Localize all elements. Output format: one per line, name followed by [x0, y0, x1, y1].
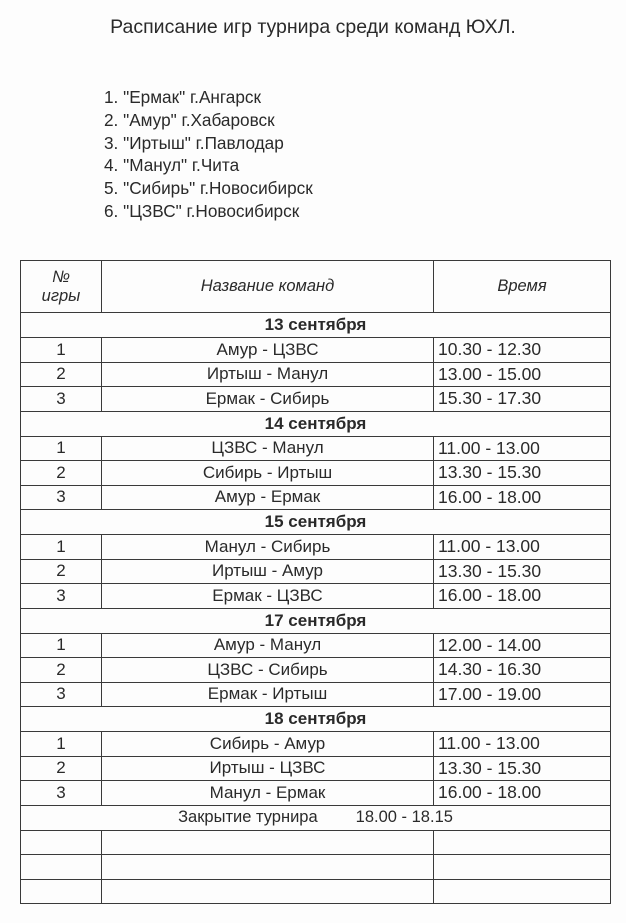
page-title: Расписание игр турнира среди команд ЮХЛ. [110, 16, 516, 38]
game-number: 3 [21, 682, 102, 707]
date-label: 14 сентября [21, 411, 611, 436]
team-item: 5. "Сибирь" г.Новосибирск [104, 178, 313, 199]
game-row [21, 682, 611, 707]
empty-cell [21, 855, 102, 880]
game-time: 13.30 - 15.30 [434, 559, 611, 584]
date-label: 13 сентября [21, 313, 611, 338]
header-num-symbol: № [52, 267, 70, 286]
game-row [21, 633, 611, 658]
game-row [21, 732, 611, 757]
date-row [21, 510, 611, 535]
empty-cell [102, 879, 434, 904]
game-match: Амур - Ермак [102, 485, 434, 510]
game-number: 3 [21, 485, 102, 510]
empty-cell [102, 855, 434, 880]
closing-row [21, 805, 611, 830]
team-list [104, 86, 313, 223]
game-match: Манул - Ермак [102, 781, 434, 806]
game-number: 3 [21, 781, 102, 806]
game-number: 1 [21, 535, 102, 560]
game-number: 3 [21, 387, 102, 412]
game-time: 16.00 - 18.00 [434, 781, 611, 806]
game-time: 17.00 - 19.00 [434, 682, 611, 707]
game-time: 10.30 - 12.30 [434, 338, 611, 363]
game-time: 14.30 - 16.30 [434, 658, 611, 683]
game-number: 2 [21, 461, 102, 486]
game-time: 11.00 - 13.00 [434, 732, 611, 757]
game-number: 2 [21, 559, 102, 584]
game-match: Ермак - Иртыш [102, 682, 434, 707]
date-label: 15 сентября [21, 510, 611, 535]
schedule-table [20, 260, 611, 904]
game-number: 1 [21, 633, 102, 658]
game-match: Ермак - ЦЗВС [102, 584, 434, 609]
game-number: 1 [21, 732, 102, 757]
game-time: 13.00 - 15.00 [434, 362, 611, 387]
game-match: Манул - Сибирь [102, 535, 434, 560]
game-row [21, 781, 611, 806]
empty-cell [21, 879, 102, 904]
team-item: 1. "Ермак" г.Ангарск [104, 87, 262, 107]
schedule-body [21, 313, 611, 904]
header-num-label: игры [41, 286, 81, 305]
game-row [21, 362, 611, 387]
date-row [21, 707, 611, 732]
date-row [21, 608, 611, 633]
game-match: ЦЗВС - Манул [102, 436, 434, 461]
date-row [21, 411, 611, 436]
empty-row [21, 830, 611, 855]
game-match: Иртыш - Амур [102, 559, 434, 584]
game-row [21, 559, 611, 584]
game-row [21, 756, 611, 781]
header-time: Время [434, 261, 611, 313]
game-number: 3 [21, 584, 102, 609]
game-time: 13.30 - 15.30 [434, 756, 611, 781]
header-row [21, 261, 611, 313]
game-match: Иртыш - ЦЗВС [102, 756, 434, 781]
game-match: Ермак - Сибирь [102, 387, 434, 412]
game-number: 2 [21, 362, 102, 387]
game-row [21, 338, 611, 363]
date-label: 18 сентября [21, 707, 611, 732]
game-time: 16.00 - 18.00 [434, 485, 611, 510]
date-label: 17 сентября [21, 608, 611, 633]
game-time: 12.00 - 14.00 [434, 633, 611, 658]
header-teams: Название команд [102, 261, 434, 313]
game-number: 1 [21, 338, 102, 363]
game-row [21, 584, 611, 609]
closing-label: Закрытие турнира [178, 808, 318, 826]
empty-cell [434, 879, 611, 904]
game-row [21, 658, 611, 683]
closing-cell [21, 805, 611, 830]
game-time: 15.30 - 17.30 [434, 387, 611, 412]
date-row [21, 313, 611, 338]
game-row [21, 485, 611, 510]
closing-time: 18.00 - 18.15 [355, 808, 453, 826]
team-item: 6. "ЦЗВС" г.Новосибирск [104, 200, 300, 221]
game-time: 11.00 - 13.00 [434, 436, 611, 461]
game-match: Сибирь - Иртыш [102, 461, 434, 486]
game-match: Сибирь - Амур [102, 732, 434, 757]
team-item: 4. "Манул" г.Чита [104, 155, 240, 176]
game-number: 2 [21, 658, 102, 683]
game-row [21, 436, 611, 461]
game-row [21, 535, 611, 560]
empty-cell [434, 830, 611, 855]
empty-cell [434, 855, 611, 880]
game-row [21, 461, 611, 486]
empty-cell [102, 830, 434, 855]
empty-row [21, 855, 611, 880]
game-row [21, 387, 611, 412]
game-time: 11.00 - 13.00 [434, 535, 611, 560]
game-match: Иртыш - Манул [102, 362, 434, 387]
team-item: 2. "Амур" г.Хабаровск [104, 109, 275, 130]
game-number: 2 [21, 756, 102, 781]
empty-cell [21, 830, 102, 855]
game-match: Амур - Манул [102, 633, 434, 658]
empty-row [21, 879, 611, 904]
game-match: Амур - ЦЗВС [102, 338, 434, 363]
game-time: 13.30 - 15.30 [434, 461, 611, 486]
game-number: 1 [21, 436, 102, 461]
game-time: 16.00 - 18.00 [434, 584, 611, 609]
header-game-number [21, 261, 102, 313]
game-match: ЦЗВС - Сибирь [102, 658, 434, 683]
team-item: 3. "Иртыш" г.Павлодар [104, 132, 284, 153]
